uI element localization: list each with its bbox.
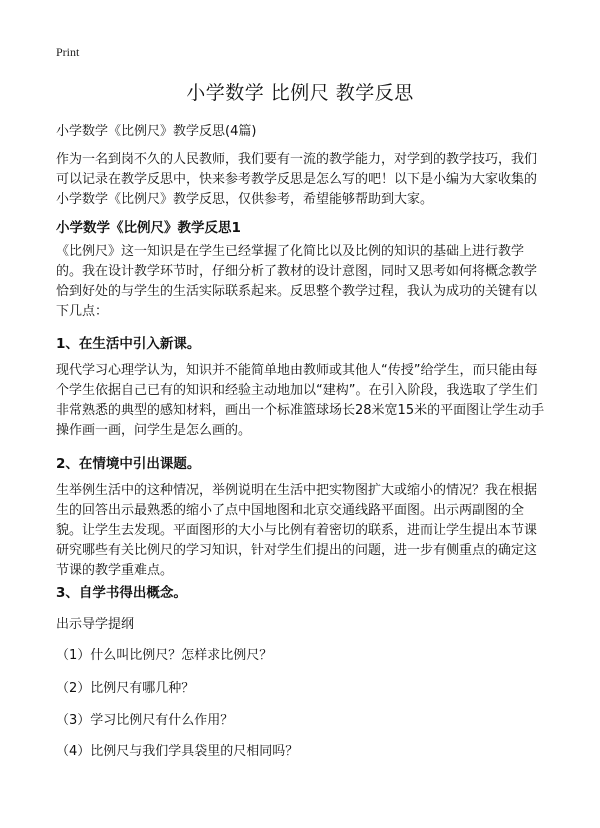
- section1-paragraph: 《比例尺》这一知识是在学生已经掌握了化简比以及比例的知识的基础上进行教学的。我在设计教学环节时，仔细分析了教材的设计意图，同时又思考如何将概念教学恰到好处的与学生的生活实际联系起来。反思整个教学过程，我认为成功的关键有以下几点：: [56, 244, 538, 319]
- page-title: 小学数学 比例尺 教学反思: [186, 82, 414, 104]
- document-subtitle: 小学数学《比例尺》教学反思(4篇): [56, 124, 257, 139]
- point1-heading: 1、在生活中引入新课。: [56, 336, 201, 352]
- guide-title: 出示导学提纲: [56, 617, 135, 632]
- print-label: Print: [56, 45, 80, 59]
- point2-heading: 2、在情境中引出课题。: [56, 456, 201, 472]
- point2-paragraph: 生举例生活中的这种情况，举例说明在生活中把实物图扩大或缩小的情况？我在根据生的回答出示最熟悉的缩小了点中国地图和北京交通线路平面图。出示两副图的全貌。让学生去发现。平面图形的大小与比例有着密切的联系，进而让学生提出本节课研究哪些有关比例尺的学习知识，针对学生们提出的问题，进一步有侧重点的确定这节课的教学重难点。: [56, 483, 538, 578]
- point1-paragraph: 现代学习心理学认为，知识并不能简单地由教师或其他人“传授”给学生，而只能由每个学生依据自己已有的知识和经验主动地加以“建构”。在引入阶段，我选取了学生们非常熟悉的典型的感知材料，画出一个标准篮球场长28米宽15米的平面图让学生动手操作画一画，问学生是怎么画的。: [56, 363, 545, 438]
- guide-question-4: （4）比例尺与我们学具袋里的尺相同吗？: [56, 744, 299, 759]
- section1-heading: 小学数学《比例尺》教学反思1: [56, 220, 241, 236]
- guide-question-1: （1）什么叫比例尺？怎样求比例尺？: [56, 648, 273, 663]
- intro-paragraph: 作为一名到岗不久的人民教师，我们要有一流的教学能力，对学到的教学技巧，我们可以记录在教学反思中，快来参考教学反思是怎么写的吧！以下是小编为大家收集的小学数学《比例尺》教学反思，仅供参考，希望能够帮助到大家。: [56, 152, 538, 207]
- point3-heading: 3、自学书得出概念。: [56, 585, 187, 601]
- guide-question-2: （2）比例尺有哪几种？: [56, 681, 195, 696]
- guide-question-3: （3）学习比例尺有什么作用？: [56, 713, 234, 728]
